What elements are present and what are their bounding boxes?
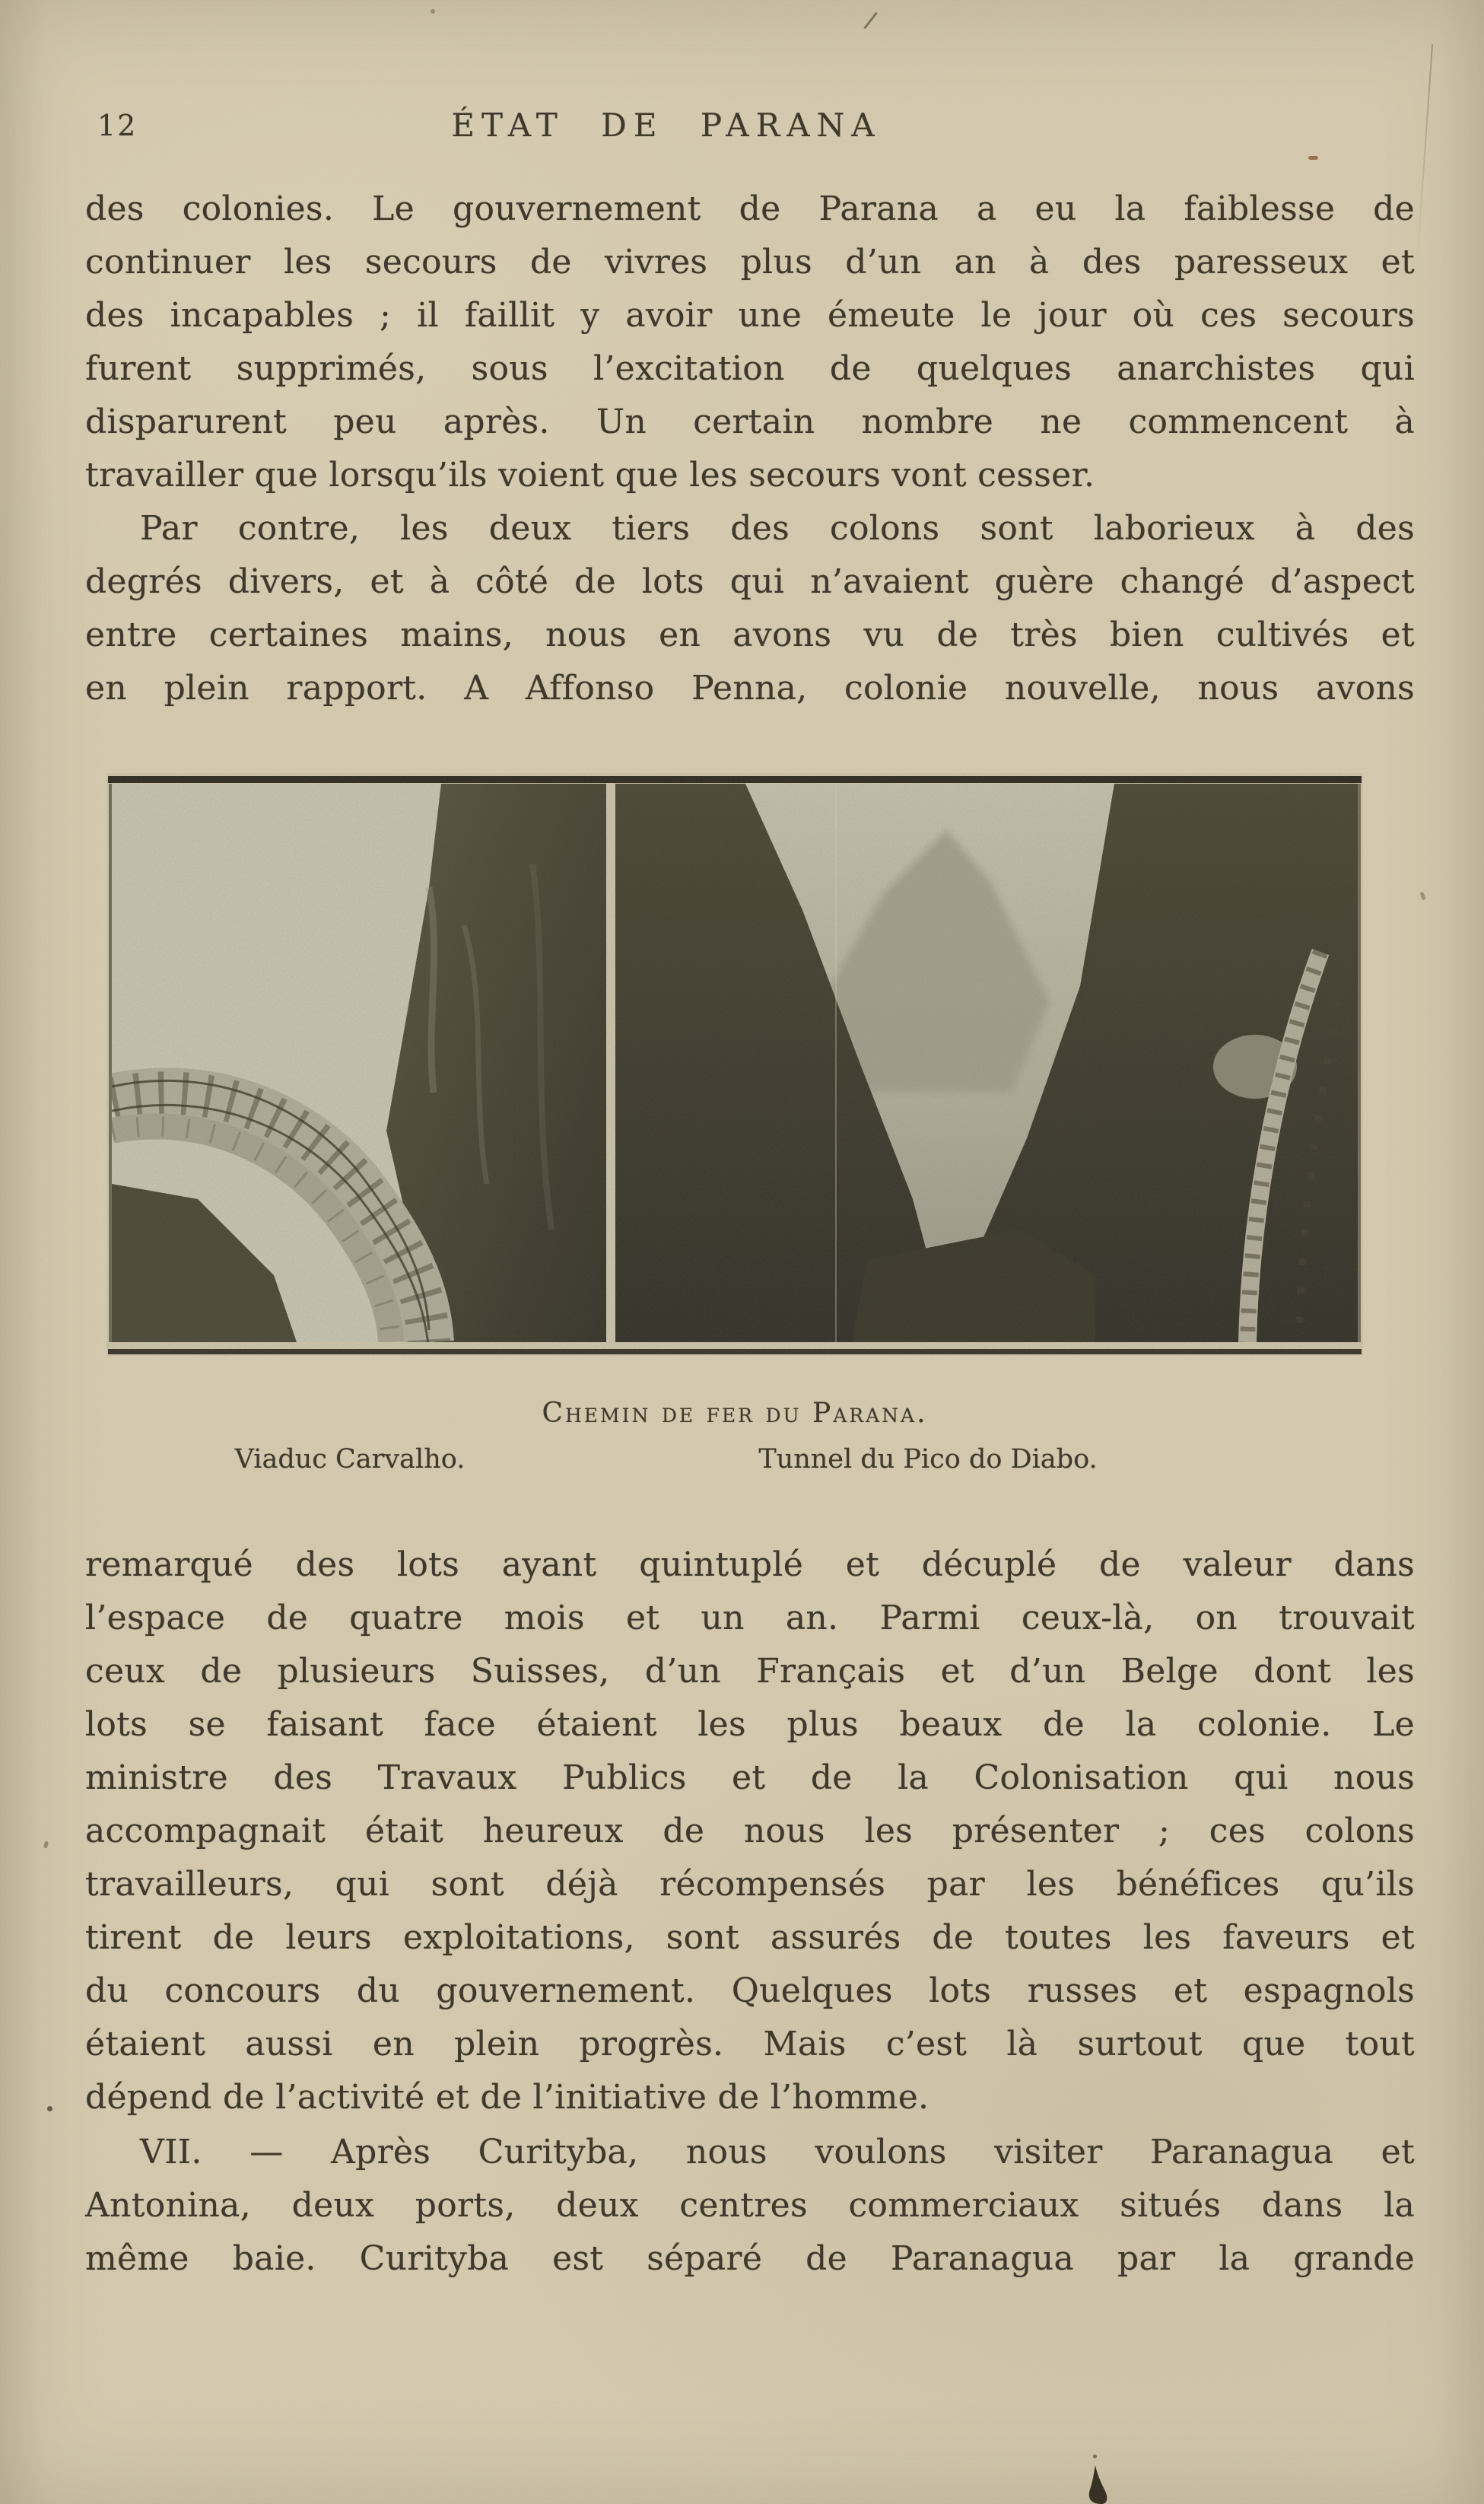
paragraph-3 bbox=[85, 1538, 1415, 2124]
text-line: tirent de leurs exploitations, sont assurés de toutes les faveurs et bbox=[85, 1918, 1415, 1957]
paragraph-1 bbox=[85, 183, 1415, 502]
text-line: ceux de plusieurs Suisses, d’un Français et d’un Belge dont les bbox=[85, 1652, 1415, 1691]
text-line: VII. — Après Curityba, nous voulons visiter Paranagua et bbox=[140, 2133, 1415, 2172]
ink-speck bbox=[1419, 891, 1425, 900]
text-line: travailleurs, qui sont déjà récompensés par les bénéfices qu’ils bbox=[85, 1865, 1415, 1904]
ink-speck bbox=[1093, 2455, 1097, 2458]
text-line: l’espace de quatre mois et un an. Parmi ceux-là, on trouvait bbox=[85, 1599, 1415, 1637]
text-line: accompagnait était heureux de nous les présenter ; ces colons bbox=[85, 1812, 1415, 1850]
text-line: remarqué des lots ayant quintuplé et décuplé de valeur dans bbox=[85, 1545, 1415, 1584]
figure-caption-right: Tunnel du Pico do Diabo. bbox=[758, 1444, 1098, 1475]
figure-photo bbox=[106, 773, 1363, 1356]
paragraph-2 bbox=[85, 502, 1415, 715]
ink-blot bbox=[1082, 2465, 1112, 2504]
text-line: degrés divers, et à côté de lots qui n’avaient guère changé d’aspect bbox=[85, 562, 1415, 601]
text-line: Antonina, deux ports, deux centres commerciaux situés dans la bbox=[85, 2186, 1415, 2225]
figure-caption: Chemin de fer du Parana. bbox=[542, 1398, 928, 1429]
running-header-title: ÉTAT DE PARANA bbox=[451, 107, 882, 144]
text-line: lots se faisant face étaient les plus beaux de la colonie. Le bbox=[85, 1705, 1415, 1744]
text-line: continuer les secours de vivres plus d’un an à des paresseux et bbox=[85, 243, 1415, 282]
stray-period-mark bbox=[47, 2106, 52, 2111]
text-line: des incapables ; il faillit y avoir une émeute le jour où ces secours bbox=[85, 296, 1415, 335]
paragraph-4 bbox=[85, 2126, 1415, 2286]
text-line: des colonies. Le gouvernement de Parana a eu la faiblesse de bbox=[85, 189, 1415, 228]
text-line: ministre des Travaux Publics et de la Colonisation qui nous bbox=[85, 1758, 1415, 1797]
text-line: étaient aussi en plein progrès. Mais c’est là surtout que tout bbox=[85, 2025, 1415, 2063]
figure-caption-left: Viaduc Carvalho. bbox=[234, 1444, 466, 1475]
ink-speck bbox=[863, 12, 877, 29]
railway-photographs bbox=[106, 773, 1363, 1356]
page-number: 12 bbox=[97, 109, 138, 142]
rust-speck bbox=[1308, 156, 1318, 160]
ink-speck bbox=[431, 9, 435, 14]
text-line: dépend de l’activité et de l’initiative de l’homme. bbox=[85, 2078, 929, 2117]
text-line: furent supprimés, sous l’excitation de quelques anarchistes qui bbox=[85, 349, 1415, 388]
text-line: entre certaines mains, nous en avons vu de très bien cultivés et bbox=[85, 616, 1415, 654]
ink-speck bbox=[43, 1841, 49, 1849]
text-line: disparurent peu après. Un certain nombre ne commencent à bbox=[85, 402, 1415, 441]
text-line: Par contre, les deux tiers des colons sont laborieux à des bbox=[140, 509, 1415, 548]
text-line: travailler que lorsqu’ils voient que les secours vont cesser. bbox=[85, 456, 1095, 495]
text-line: du concours du gouvernement. Quelques lots russes et espagnols bbox=[85, 1971, 1415, 2010]
text-line: même baie. Curityba est séparé de Paranagua par la grande bbox=[85, 2239, 1415, 2278]
text-line: en plein rapport. A Affonso Penna, colonie nouvelle, nous avons bbox=[85, 669, 1415, 708]
paper-crease bbox=[1416, 44, 1433, 264]
